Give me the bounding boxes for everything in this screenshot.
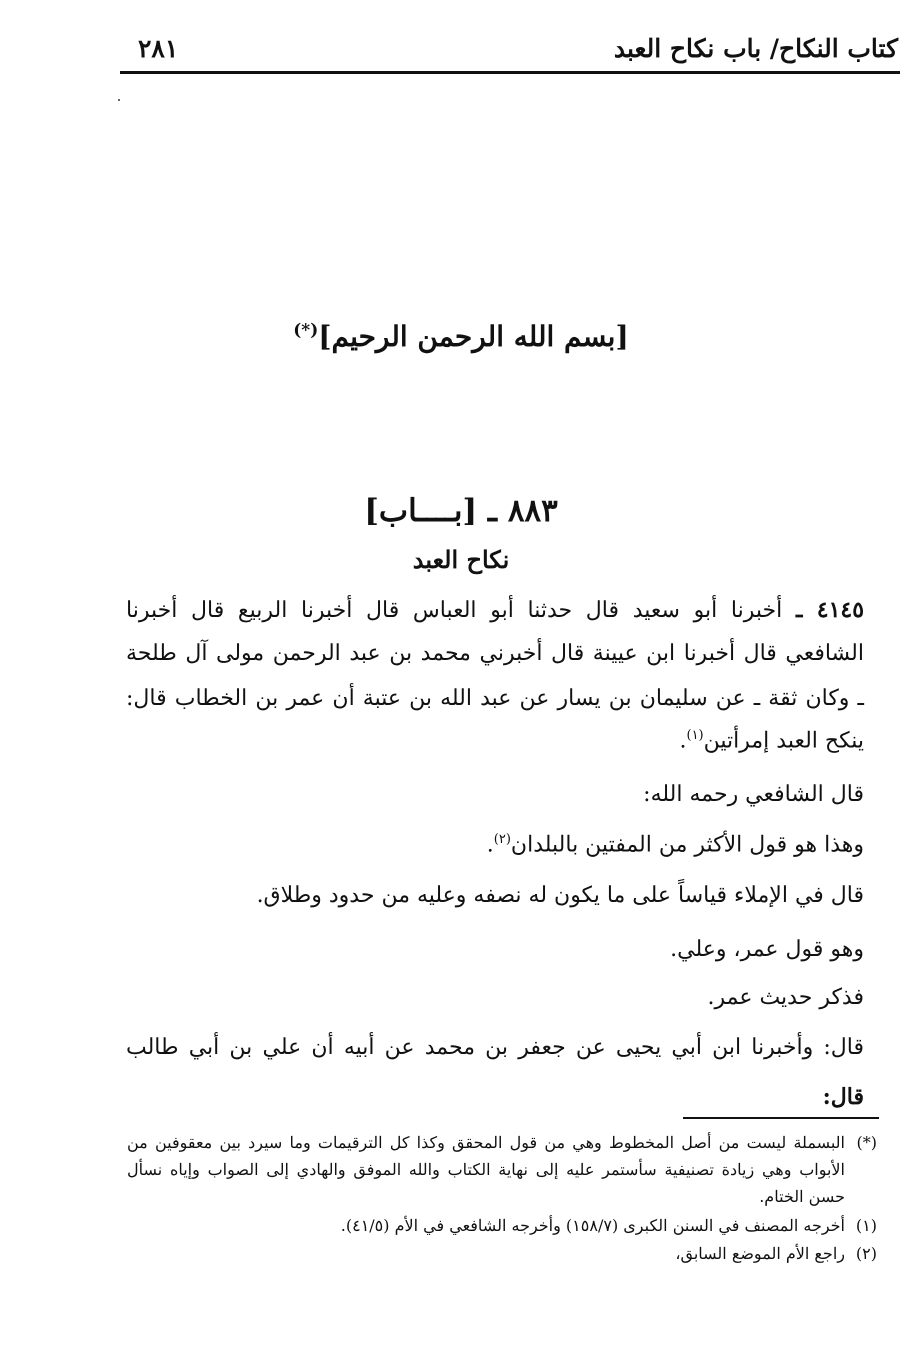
basmala-text: [بسم الله الرحمن الرحيم] [318,320,629,353]
body-line-4 [679,728,864,753]
footnote-1-text: أخرجه المصنف في السنن الكبرى (١٥٨/٧) وأخرجه الشافعي في الأم (٤١/٥). [340,1216,845,1235]
body-line-2: الشافعي قال أخبرنا ابن عيينة قال أخبرني محمد بن عبد الرحمن مولى آل طلحة [126,641,864,666]
chapter-number: ٨٨٣ ـ [بــــاب] [364,493,558,529]
running-head [120,30,898,70]
footnote-star-line-3: حسن الختام. [759,1187,845,1206]
chapter-title: نكاح العبد [412,545,510,574]
footnote-1 [341,1216,877,1235]
body-line-1-text: أخبرنا أبو سعيد قال حدثنا أبو العباس قال أخبرنا الربيع قال أخبرنا [126,598,783,623]
basmala [0,320,922,353]
body-line-9: فذكر حديث عمر. [707,985,864,1010]
body-line-8: وهو قول عمر، وعلي. [670,937,864,962]
header-rule [120,71,900,74]
footnote-star-marker: (*) [856,1133,877,1152]
body-line-7: قال في الإملاء قياساً على ما يكون له نصفه وعليه من حدود وطلاق. [256,883,864,908]
body-line-6-period: . [486,832,494,858]
body-line-4-period: . [679,728,687,754]
body-line-11: قال: [822,1084,864,1110]
hadith-number: ٤١٤٥ ـ [795,597,865,623]
footnote-2-marker: (٢) [855,1244,877,1263]
body-line-5: قال الشافعي رحمه الله: [643,782,864,807]
running-title: كتاب النكاح/ باب نكاح العبد [613,34,898,63]
footnote-2-text: راجع الأم الموضع السابق، [675,1244,845,1263]
basmala-footnote-marker: (*) [293,320,319,341]
footnotes-rule [683,1117,879,1119]
footnote-1-marker: (١) [855,1216,877,1235]
scan-speck [118,99,120,101]
footnote-ref-2: (٢) [493,832,511,847]
body-line-6 [487,832,864,857]
body-line-1 [126,597,864,623]
footnote-ref-1: (١) [686,728,704,743]
footnote-star-text-1: البسملة ليست من أصل المخطوط وهي من قول المحقق وكذا كل الترقيمات وما سيرد بين معقوفين من [127,1133,845,1152]
body-line-3: ـ وكان ثقة ـ عن سليمان بن يسار عن عبد الله بن عتبة أن عمر بن الخطاب قال: [126,686,864,711]
body-line-10: قال: وأخبرنا ابن أبي يحيى عن جعفر بن محمد عن أبيه أن علي بن أبي طالب [126,1035,864,1060]
footnote-2 [675,1244,877,1263]
body-line-6-text: وهذا هو قول الأكثر من المفتين بالبلدان [510,832,864,858]
page-number: ٢٨١ [138,34,179,63]
footnote-star-line-2: الأبواب وهي زيادة تصنيفية سأستمر عليه إلى نهاية الكتاب والله الموفق والهادي إلى الصواب وإياه نسأل [127,1160,846,1179]
body-line-4-text: ينكح العبد إمرأتين [703,728,864,754]
footnote-star-line-1 [127,1133,877,1152]
